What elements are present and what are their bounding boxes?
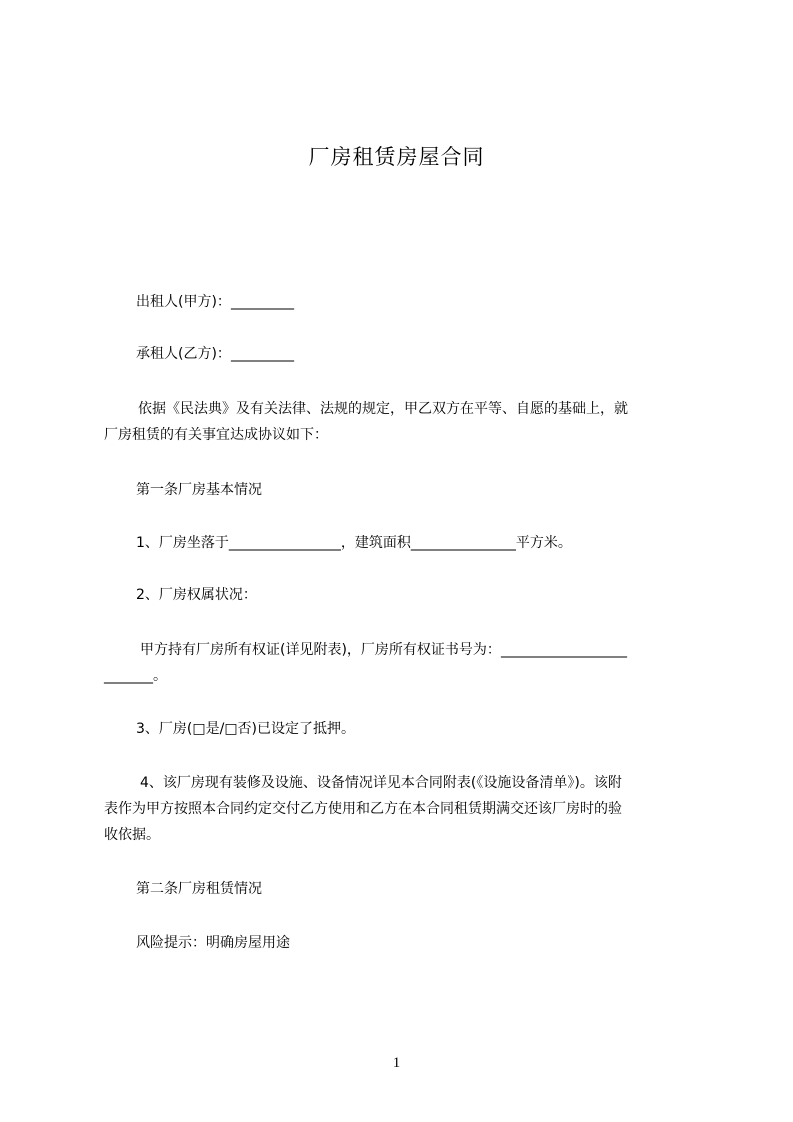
lessor-line: [136, 293, 294, 311]
ownership-end: 。: [153, 668, 167, 684]
article1-item4-line-1: 4、该厂房现有装修及设施、设备情况详见本合同附表(《设施设备清单》)。该附: [140, 775, 622, 791]
location-blank: ________________: [228, 535, 341, 551]
certificate-number-blank-cont: _______: [104, 668, 153, 684]
article2-heading: 第二条厂房租赁情况: [136, 881, 262, 897]
article1-item4-line-2: 表作为甲方按照本合同约定交付乙方使用和乙方在本合同租赁期满交还该厂房时的验: [104, 801, 622, 817]
item1-suffix: 平方米。: [515, 535, 572, 551]
risk-tip: 风险提示：明确房屋用途: [136, 935, 290, 951]
ownership-line-2: [104, 667, 167, 685]
lessor-label: 出租人(甲方)：: [136, 294, 231, 310]
contract-title: 厂房租赁房屋合同: [308, 145, 485, 169]
article1-item4-line-3: 收依据。: [104, 827, 160, 843]
preamble-line-2: 厂房租赁的有关事宜达成协议如下：: [104, 427, 328, 443]
preamble-line-1: 依据《民法典》及有关法律、法规的规定，甲乙双方在平等、自愿的基础上，就: [138, 401, 628, 417]
area-blank: _______________: [410, 535, 516, 551]
page-number: 1: [392, 1055, 401, 1071]
article1-heading: 第一条厂房基本情况: [136, 482, 262, 498]
ownership-line-1: [140, 641, 627, 659]
lessee-line: [136, 345, 294, 363]
lessor-blank: _________: [230, 294, 294, 310]
item1-prefix: 1、厂房坐落于: [136, 535, 229, 551]
article1-item1: [136, 534, 572, 552]
ownership-text: 甲方持有厂房所有权证(详见附表)，厂房所有权证书号为：: [140, 642, 501, 658]
item1-middle: ，建筑面积: [340, 535, 411, 551]
article1-item3: 3、厂房(□是/□否)已设定了抵押。: [136, 721, 356, 737]
lessee-label: 承租人(乙方)：: [136, 346, 231, 362]
lessee-blank: _________: [230, 346, 294, 362]
article1-item2: 2、厂房权属状况：: [136, 587, 257, 603]
certificate-number-blank: __________________: [500, 642, 627, 658]
